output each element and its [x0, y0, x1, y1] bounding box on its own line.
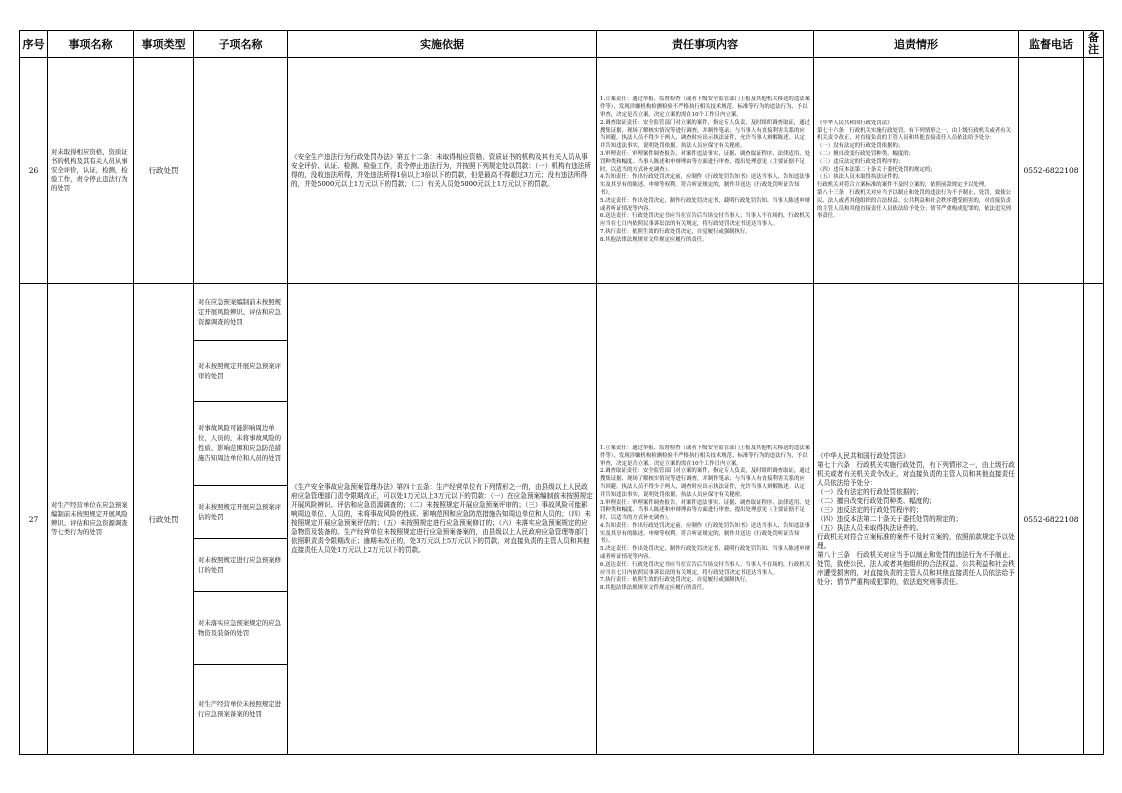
account-line: （二）擅自改变行政处罚种类、幅度的；: [817, 496, 936, 505]
row-sub-items: [194, 284, 288, 755]
account-line: （五）执法人员未取得执法证件的。: [817, 174, 904, 181]
account-line: （一）没有法定的行政处罚依据的；: [817, 143, 904, 150]
account-line: 第七十六条 行政机关实施行政处罚，有下列情形之一，由上级行政机关或者有关机关责令改正，对直接负责的主管人员和其他直接责任人员依法给予处分：: [817, 127, 1012, 142]
sub-item: 对事故风险可能影响周边单位、人员的，未将事故风险的性质、影响范围和应急防范措施告知周边单位和人员的处罚: [194, 401, 287, 485]
row-sub-item-empty: [194, 58, 288, 284]
duty-line: 4.告知责任：作出行政处罚决定前，应制作《行政处罚告知书》送达当事人，告知违法事实及其享有的陈述、申辩等权利。符合听证规定的，制作并送达《行政处罚听证告知书》。: [600, 522, 810, 545]
account-line: 《中华人民共和国行政处罚法》: [817, 451, 910, 460]
account-line: （三）违反法定的行政处罚程序的；: [817, 158, 904, 165]
row-item-name: 对未取得相应资格、资质证书的机构及其有关人员从事安全评价，认证，检测，检验工作，责令停止违法行为的处罚: [51, 148, 128, 192]
row-duty: [597, 96, 813, 244]
row-seq: 26: [20, 58, 48, 284]
account-line: 第八十三条 行政机关对应当予以制止和处罚的违法行为不予制止、处罚，致使公民、法人或者其他组织的合法权益、公共利益和社会秩序遭受损害的，对直接负责的主管人员和其他直接责任人员依法给予处分；情节严重构成犯罪的，依法追究刑事责任。: [817, 189, 1012, 220]
header-phone: 监督电话: [1019, 31, 1084, 58]
duty-line: 2.调查取证责任：安全监管部门对立案的案件，指定专人负责，及时组织调查取证，通过搜集证据、现场了解核实情况等进行调查，并制作笔录；与当事人有直接利害关系的应当回避。执法人员不得少于两人，调查时应出示执法证件，允许当事人辩解陈述。认定并告知违法事实，说明处罚依据。执法人员应保守有关秘密。: [600, 468, 810, 498]
duty-list-table: [19, 30, 1104, 755]
duty-line: 5.决定责任：作出处罚决定，制作行政处罚决定书，载明行政处罚告知、当事人陈述申辩或者听证情况等内容。: [600, 546, 810, 561]
header-row: [20, 31, 1104, 58]
row-basis: 《生产安全事故应急预案管理办法》第四十五条：生产经营单位有下列情形之一的，由县级以上人民政府应急管理部门责令限期改正，可以处1万元以上3万元以下的罚款：（一）在应急预案编制前未按照规定开展风险辨识、评估和应急资源调查的；（二）未按照规定开展应急预案评审的；（三）事故风险可能影响周边单位、人员的，未将事故风险的性质、影响范围和应急防范措施告知周边单位和人员的；（四）未按照规定开展应急预案评估的；（五）未按照规定进行应急预案修订的；（六）未落实应急预案规定的应急物资及装备的。生产经营单位未按照规定进行应急预案备案的，由县级以上人民政府应急管理等部门依照职责责令限期改正；逾期未改正的，处3万元以上5万元以下的罚款，对直接负责的主管人员和其他直接责任人员处1万元以上2万元以下的罚款。: [291, 483, 593, 554]
duty-line: 8.其他法律法规规章文件规定应履行的责任。: [600, 236, 708, 243]
duty-line: 1.立案责任：通过举报、监督检查（或者下级安全监管部门上报及其他机关移送的违法案件等），发现涉嫌机构检测检验不严格执行相关技术规范、标准等行为的违法行为，予以审查，决定是否立案。决定立案的需在10个工作日内立案。: [600, 96, 810, 119]
account-line: （五）执法人员未取得执法证件的。: [817, 523, 923, 532]
account-line: 行政机关对符合立案标准的案件不及时立案的，依照前款规定予以处理。: [817, 532, 1015, 550]
header-basis: 实施依据: [288, 31, 597, 58]
row-item-type: 行政处罚: [134, 58, 194, 284]
duty-line: 8.其他法律法规规章文件规定应履行的责任。: [600, 585, 708, 592]
row-item-name: 对生产经营单位在应急预案编制前未按照规定开展风险辨识、评估和应急资源调查等七类行为的处罚: [51, 501, 128, 536]
row-seq: 27: [20, 284, 48, 755]
account-line: （三）违反法定的行政处罚程序的；: [817, 505, 923, 514]
header-item-type: 事项类型: [134, 31, 194, 58]
duty-line: 2.调查取证责任：安全监管部门对立案的案件，指定专人负责，及时组织调查取证，通过搜集证据、现场了解核实情况等进行调查，并制作笔录；与当事人有直接利害关系的应当回避。执法人员不得少于两人，调查时应出示执法证件，允许当事人辩解陈述。认定并告知违法事实，说明处罚依据。执法人员应保守有关秘密。: [600, 119, 810, 150]
account-line: 《中华人民共和国行政处罚法》: [817, 119, 893, 126]
header-note: 备注: [1084, 31, 1104, 58]
row-accountability: [814, 452, 1018, 587]
header-item-name: 事项名称: [48, 31, 134, 58]
duty-line: 3.审理责任：审理案件调查报告，对案件违法事实、证据、调查取证程序、法律适用、处罚种类和幅度、当事人陈述和申辩理由等方面进行审查，提出处理意见（主要证据不足时，以适当的方式补充调查）。: [600, 151, 810, 173]
account-line: 第七十六条 行政机关实施行政处罚，有下列情形之一，由上级行政机关或者有关机关责令改正，对直接负责的主管人员和其他直接责任人员依法给予处分：: [817, 460, 1015, 487]
account-line: （二）擅自改变行政处罚种类、幅度的；: [817, 151, 915, 157]
header-duty: 责任事项内容: [597, 31, 814, 58]
duty-line: 1.立案责任：通过举报、监督检查（或者下级安全监管部门上报及其他机关移送的违法案件等），发现涉嫌机构检测检验不严格执行相关技术规范、标准等行为的违法行为，予以审查，决定是否立案。决定立案的需在10个工作日内立案。: [600, 444, 810, 467]
duty-line: 6.送达责任：行政处罚决定书应当在宣告后当场交付当事人；当事人不在场的，行政机关应当在七日内依照民事诉讼法的有关规定，将行政处罚决定书送达当事人。: [600, 213, 810, 228]
duty-line: 7.执行责任：依照生效的行政处罚决定，自觉履行或强制执行。: [600, 577, 751, 584]
table-row: [20, 58, 1104, 284]
row-accountability: [814, 120, 1018, 221]
duty-line: 7.执行责任：依照生效的行政处罚决定，自觉履行或强制执行。: [600, 228, 751, 235]
duty-line: 5.决定责任：作出处罚决定，制作行政处罚决定书，载明行政处罚告知、当事人陈述申辩或者听证情况等内容。: [600, 197, 810, 212]
row-note: [1084, 58, 1104, 284]
table-row: [20, 284, 1104, 755]
row-basis: 《安全生产违法行为行政处罚办法》第五十二条：未取得相应资格、资质证书的机构及其有关人员从事安全评价、认证、检测、检验工作，责令停止违法行为，并按照下列规定处以罚款：（一）机构有违法所得的，没收违法所得，并处违法所得1倍以上3倍以下的罚款，但是最高不得超过3万元；没有违法所得的，并处5000元以上1万元以下的罚款；（二）有关人员处5000元以上1万元以下的罚款。: [291, 152, 592, 188]
account-line: 行政机关对符合立案标准的案件不及时立案的，依照前款规定予以处理。: [817, 182, 990, 189]
row-duty: [597, 445, 813, 593]
sub-item: 对在应急预案编制前未按照规定开展风险辨识、评估和应急资源调查的处罚: [194, 284, 287, 340]
duty-line: 6.送达责任：行政处罚决定书应当在宣告后当场交付当事人；当事人不在场的，行政机关应当在七日内依照民事诉讼法的有关规定，将行政处罚决定书送达当事人。: [600, 561, 810, 576]
row-phone: 0552-6822108: [1019, 284, 1084, 755]
account-line: （四）违反本法第二十条关于委托处罚的规定的；: [817, 166, 936, 173]
sub-item: 对未按照规定进行应急预案修订的处罚: [194, 538, 287, 591]
header-seq: 序号: [20, 31, 48, 58]
sub-item: 对生产经营单位未按照规定进行应急预案备案的处罚: [198, 700, 282, 719]
account-line: 第八十三条 行政机关对应当予以制止和处罚的违法行为不予制止、处罚，致使公民、法人或者其他组织的合法权益、公共利益和社会秩序遭受损害的，对直接负责的主管人员和其他直接责任人员依法给予处分；情节严重构成犯罪的，依法追究刑事责任。: [817, 550, 1015, 586]
sub-item: 对未按照规定开展应急预案评估的处罚: [194, 485, 287, 538]
row-item-type: 行政处罚: [134, 284, 194, 755]
account-line: （一）没有法定的行政处罚依据的；: [817, 487, 923, 496]
duty-line: 3.审理责任：审理案件调查报告，对案件违法事实、证据、调查取证程序、法律适用、处罚种类和幅度、当事人陈述和申辩理由等方面进行审查，提出处理意见（主要证据不足时，以适当的方式补充调查）。: [600, 499, 810, 522]
header-sub-item: 子项名称: [194, 31, 288, 58]
duty-line: 4.告知责任：作出行政处罚决定前，应制作《行政处罚告知书》送达当事人，告知违法事实及其享有的陈述、申辩等权利。符合听证规定的，制作并送达《行政处罚听证告知书》。: [600, 174, 810, 196]
sub-item: 对未落实应急预案规定的应急物资及装备的处罚: [194, 591, 287, 664]
account-line: （四）违反本法第二十条关于委托处罚的规定的；: [817, 514, 963, 523]
sub-item: 对未按照规定开展应急预案评审的处罚: [194, 340, 287, 401]
header-accountability: 追责情形: [814, 31, 1019, 58]
row-phone: 0552-6822108: [1019, 58, 1084, 284]
row-note: [1084, 284, 1104, 755]
